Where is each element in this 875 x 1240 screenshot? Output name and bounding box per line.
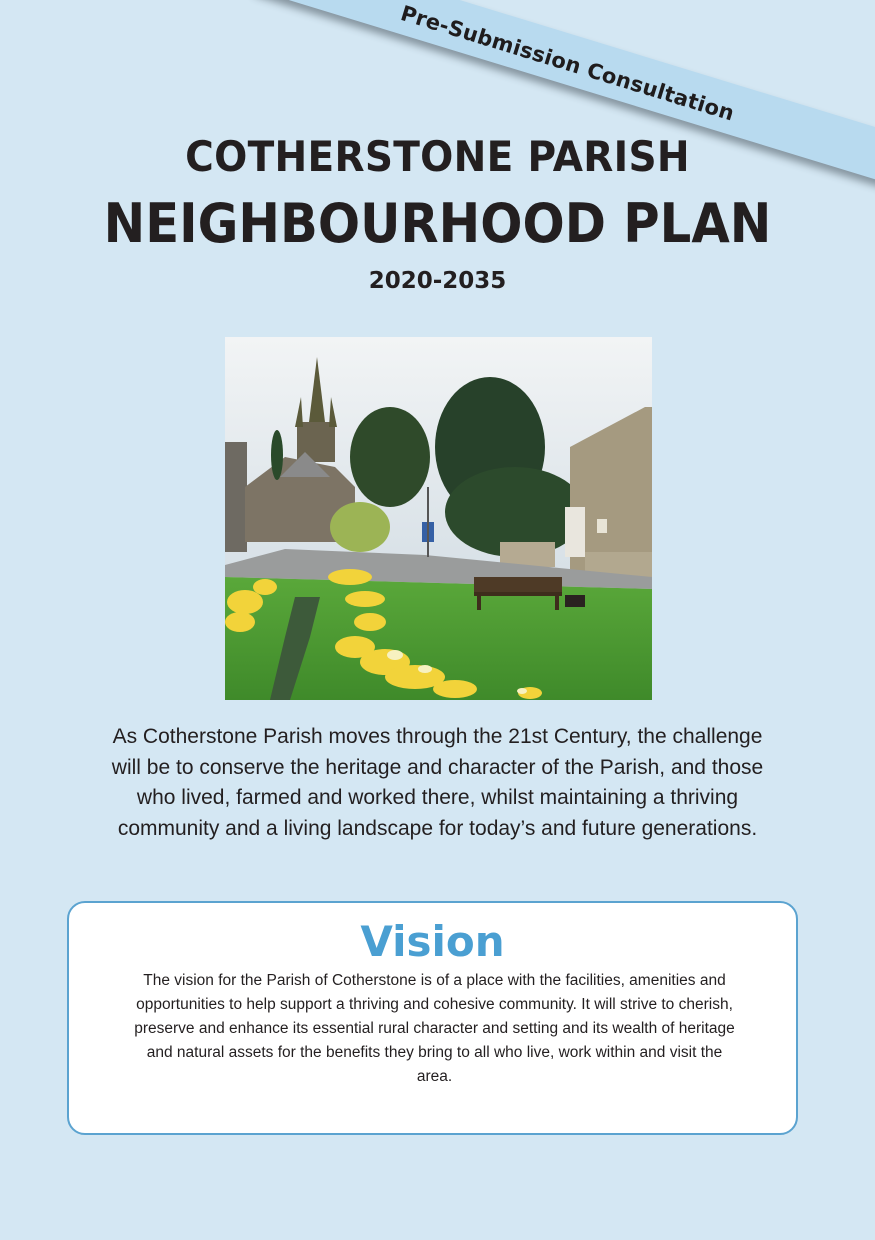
vision-text: The vision for the Parish of Cotherstone is of a place with the facilities, amenities and opportunities to help support a thriving and cohesive community. It will strive to cherish, preserve and enhance its essential rural character and setting and its wealth of heritage and natural assets for the benefits they bring to all who live, work within and visit the area. (134, 972, 735, 1085)
vision-box (67, 901, 798, 1135)
vision-title: Vision (360, 917, 505, 966)
intro-paragraph: As Cotherstone Parish moves through the 21st Century, the challenge will be to conserve the heritage and character of the Parish, and those who lived, farmed and worked there, whilst maintaining a thriving community and a living landscape for today’s and future generations. (111, 725, 764, 840)
village-photo (225, 337, 652, 700)
banner-label: Pre-Submission Consultation (397, 1, 738, 126)
title-parish: COTHERSTONE PARISH (185, 132, 690, 181)
title-plan: NEIGHBOURHOOD PLAN (103, 192, 772, 255)
plan-years: 2020-2035 (368, 268, 507, 294)
